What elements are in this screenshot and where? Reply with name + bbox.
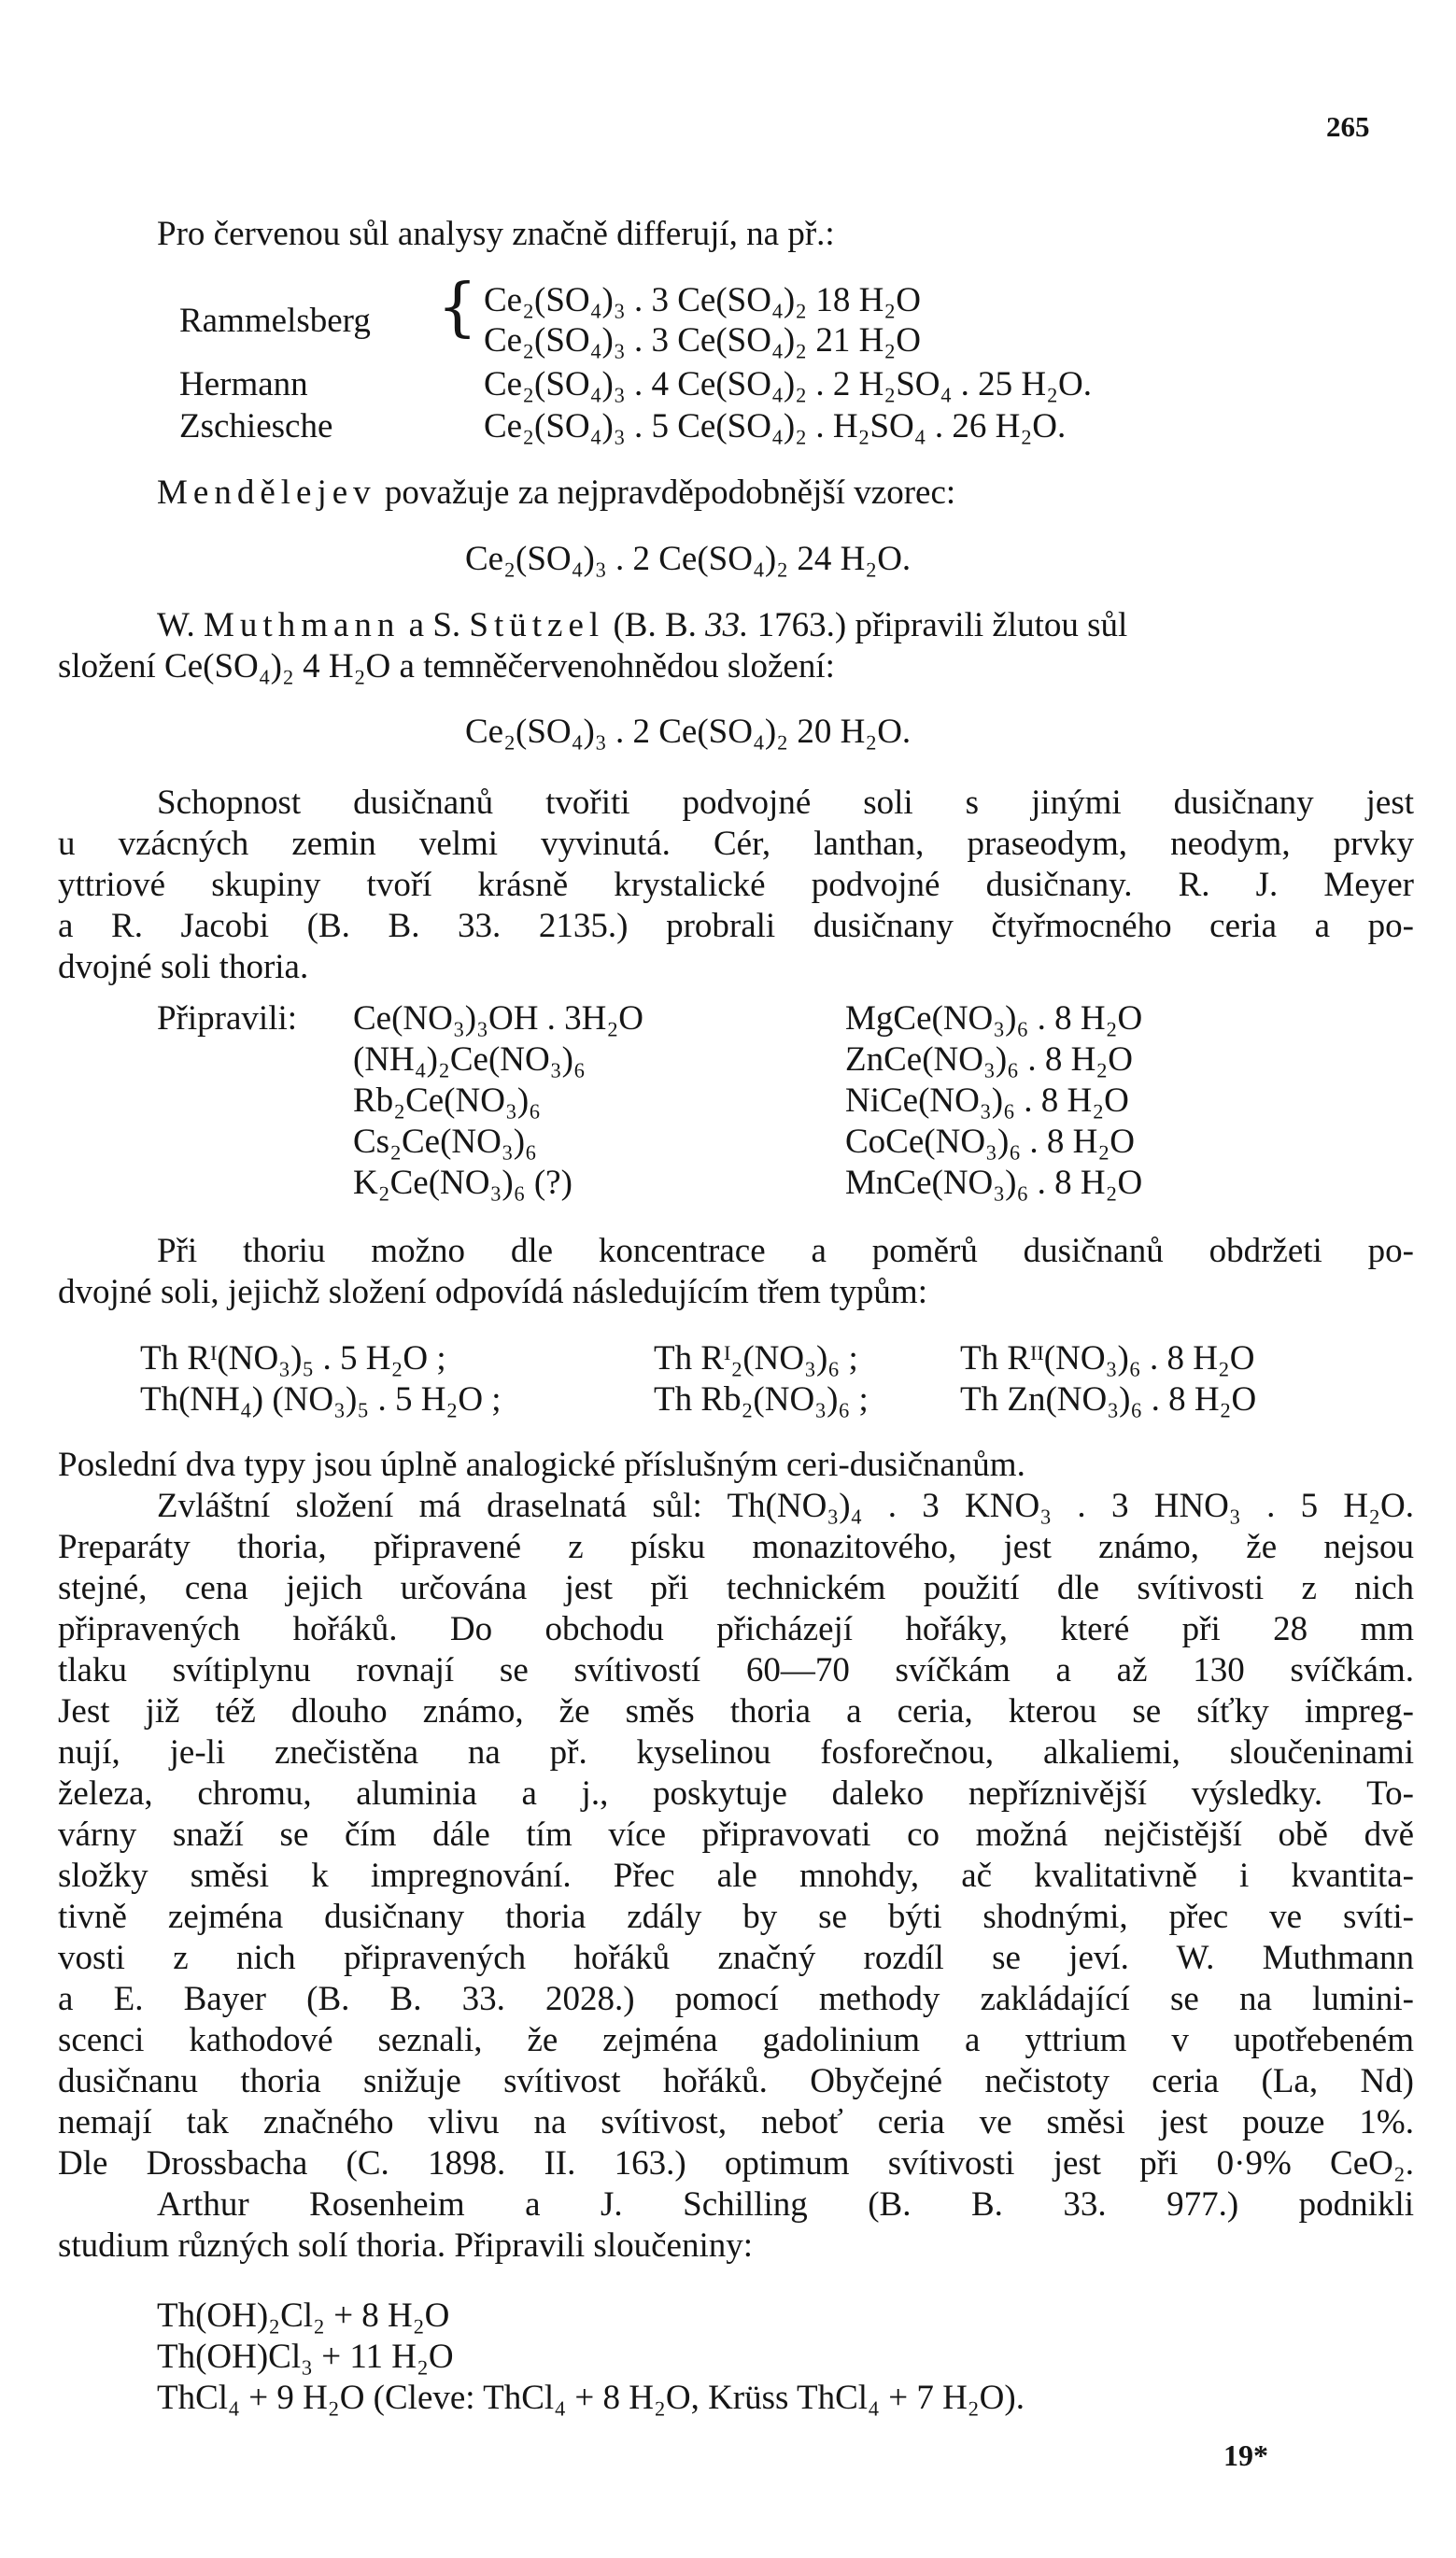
paragraph-line: Zvláštní složení má draselnatá sůl: Th(NO₃)₄ . 3 KNO₃ . 3 HNO₃ . 5 H₂O. <box>157 1487 1414 1525</box>
paragraph-line: a E. Bayer (B. B. 33. 2028.) pomocí methody zakládající se na lumini- <box>58 1980 1414 2018</box>
author-stuetzel: Stützel <box>469 606 605 644</box>
analysis-formula: Ce₂(SO₄)₃ . 3 Ce(SO₄)₂ 18 H₂O <box>484 281 921 319</box>
volume-ref: 33. <box>705 606 749 644</box>
analog-line: Poslední dva typy jsou úplně analogické příslušným ceri-dusičnanům. <box>58 1446 1025 1484</box>
paragraph-line: nují, je-li znečistěna na př. kyselinou fosforečnou, alkaliemi, sloučeninami <box>58 1733 1414 1772</box>
paragraph-line: Při thoriu možno dle koncentrace a poměrů dusičnanů obdržeti po- <box>157 1232 1414 1270</box>
chloride-formula: ThCl₄ + 9 H₂O (Cleve: ThCl₄ + 8 H₂O, Krüss ThCl₄ + 7 H₂O). <box>157 2379 1025 2417</box>
paragraph-line: várny snaží se čím dále tím více připravovati co možná nejčistější obě dvě <box>58 1816 1414 1854</box>
paragraph-line: tivně zejména dusičnany thoria zdály by se býti shodnými, přec ve svíti- <box>58 1898 1414 1936</box>
formula-mendelejev: Ce₂(SO₄)₃ . 2 Ce(SO₄)₂ 24 H₂O. <box>465 540 912 578</box>
paragraph-line: připravených hořáků. Do obchodu přicházejí hořáky, které při 28 mm <box>58 1610 1414 1648</box>
compound-left: Rb₂Ce(NO₃)₆ <box>353 1081 542 1120</box>
compound-left: Cs₂Ce(NO₃)₆ <box>353 1123 537 1161</box>
paragraph-line: nemají tak značného vlivu na svítivost, neboť ceria ve směsi jest pouze 1%. <box>58 2103 1414 2141</box>
paragraph-line: u vzácných zemin velmi vyvinutá. Cér, lanthan, praseodym, neodym, prvky <box>58 825 1414 863</box>
muthmann-line-2: složení Ce(SO₄)₂ 4 H₂O a temněčervenohnědou složení: <box>58 647 835 685</box>
mendelejev-line <box>157 473 1456 514</box>
analysis-author-hermann: Hermann <box>179 365 308 403</box>
paragraph-line: yttriové skupiny tvoří krásně krystalické podvojné dusičnany. R. J. Meyer <box>58 866 1414 904</box>
paragraph-line: Schopnost dusičnanů tvořiti podvojné soli s jinými dusičnany jest <box>157 784 1414 822</box>
type-formula: Th(NH₄) (NO₃)₅ . 5 H₂O ; <box>140 1380 502 1419</box>
type-formula: Th Rᴵᴵ(NO₃)₆ . 8 H₂O <box>960 1339 1255 1378</box>
prepared-label: Připravili: <box>157 999 298 1038</box>
paragraph-line: scenci kathodové seznali, že zejména gadolinium a yttrium v upotřebeném <box>58 2021 1414 2059</box>
compound-left: Ce(NO₃)₃OH . 3H₂O <box>353 999 644 1038</box>
paragraph-line: Dle Drossbacha (C. 1898. II. 163.) optimum svítivosti jest při 0·9% CeO₂. <box>58 2144 1414 2183</box>
chloride-formula: Th(OH)Cl₃ + 11 H₂O <box>157 2338 454 2376</box>
compound-left: (NH₄)₂Ce(NO₃)₆ <box>353 1040 586 1079</box>
paragraph-line: vosti z nich připravených hořáků značný rozdíl se jeví. W. Muthmann <box>58 1939 1414 1977</box>
compound-right: CoCe(NO₃)₆ . 8 H₂O <box>845 1123 1136 1161</box>
paragraph-line: dvojné soli thoria. <box>58 948 309 986</box>
type-formula: Th Rb₂(NO₃)₆ ; <box>654 1380 869 1419</box>
type-formula: Th Rᴵ₂(NO₃)₆ ; <box>654 1339 858 1378</box>
analysis-author-zschiesche: Zschiesche <box>179 407 333 445</box>
compound-right: MnCe(NO₃)₆ . 8 H₂O <box>845 1164 1143 1202</box>
text: (B. B. <box>604 606 706 644</box>
paragraph-line: dusičnanu thoria snižuje svítivost hořáků. Obyčejné nečistoty ceria (La, Nd) <box>58 2062 1414 2100</box>
muthmann-line-1 <box>157 605 1414 646</box>
type-formula: Th Rᴵ(NO₃)₅ . 5 H₂O ; <box>140 1339 446 1378</box>
author-muthmann: Muthmann <box>204 606 401 644</box>
paragraph-line: složky směsi k impregnování. Přec ale mnohdy, ač kvalitativně i kvantita- <box>58 1857 1414 1895</box>
mendelejev-text: považuje za nejpravděpodobnější vzorec: <box>375 473 956 512</box>
printer-signature: 19* <box>1223 2438 1268 2472</box>
analysis-formula: Ce₂(SO₄)₃ . 3 Ce(SO₄)₂ 21 H₂O <box>484 321 921 360</box>
paragraph-line: dvojné soli, jejichž složení odpovídá následujícím třem typům: <box>58 1273 927 1311</box>
text: a S. <box>400 606 470 644</box>
paragraph-line: Jest již též dlouho známo, že směs thoria a ceria, kterou se síťky impreg- <box>58 1692 1414 1731</box>
brace-icon: { <box>437 271 478 345</box>
analysis-formula: Ce₂(SO₄)₃ . 5 Ce(SO₄)₂ . H₂SO₄ . 26 H₂O. <box>484 407 1067 445</box>
analysis-author-rammelsberg: Rammelsberg <box>179 302 371 340</box>
compound-right: NiCe(NO₃)₆ . 8 H₂O <box>845 1081 1129 1120</box>
text: 1763.) připravili žlutou sůl <box>748 606 1128 644</box>
analysis-formula: Ce₂(SO₄)₃ . 4 Ce(SO₄)₂ . 2 H₂SO₄ . 25 H₂O. <box>484 365 1092 403</box>
paragraph-line: stejné, cena jejich určována jest při technickém použití dle svítivosti z nich <box>58 1569 1414 1607</box>
paragraph-line: a R. Jacobi (B. B. 33. 2135.) probrali dusičnany čtyřmocného ceria a po- <box>58 907 1414 945</box>
intro-red-salt: Pro červenou sůl analysy značně differují, na př.: <box>157 215 835 253</box>
paragraph-line: tlaku svítiplynu rovnají se svítivostí 60—70 svíčkám a až 130 svíčkám. <box>58 1651 1414 1689</box>
paragraph-line: železa, chromu, aluminia a j., poskytuje daleko nepříznivější výsledky. To- <box>58 1774 1414 1813</box>
chloride-formula: Th(OH)₂Cl₂ + 8 H₂O <box>157 2297 450 2335</box>
formula-stuetzel: Ce₂(SO₄)₃ . 2 Ce(SO₄)₂ 20 H₂O. <box>465 713 912 751</box>
compound-right: MgCe(NO₃)₆ . 8 H₂O <box>845 999 1143 1038</box>
paragraph-line: Arthur Rosenheim a J. Schilling (B. B. 33. 977.) podnikli <box>157 2185 1414 2224</box>
page-number: 265 <box>1326 110 1370 143</box>
type-formula: Th Zn(NO₃)₆ . 8 H₂O <box>960 1380 1257 1419</box>
paragraph-line: Preparáty thoria, připravené z písku monazitového, jest známo, že nejsou <box>58 1528 1414 1566</box>
author-mendelejev: Mendělejev <box>157 473 376 512</box>
compound-right: ZnCe(NO₃)₆ . 8 H₂O <box>845 1040 1133 1079</box>
text: W. <box>157 606 205 644</box>
compound-left: K₂Ce(NO₃)₆ (?) <box>353 1164 573 1202</box>
paragraph-line: studium různých solí thoria. Připravili sloučeniny: <box>58 2226 754 2265</box>
